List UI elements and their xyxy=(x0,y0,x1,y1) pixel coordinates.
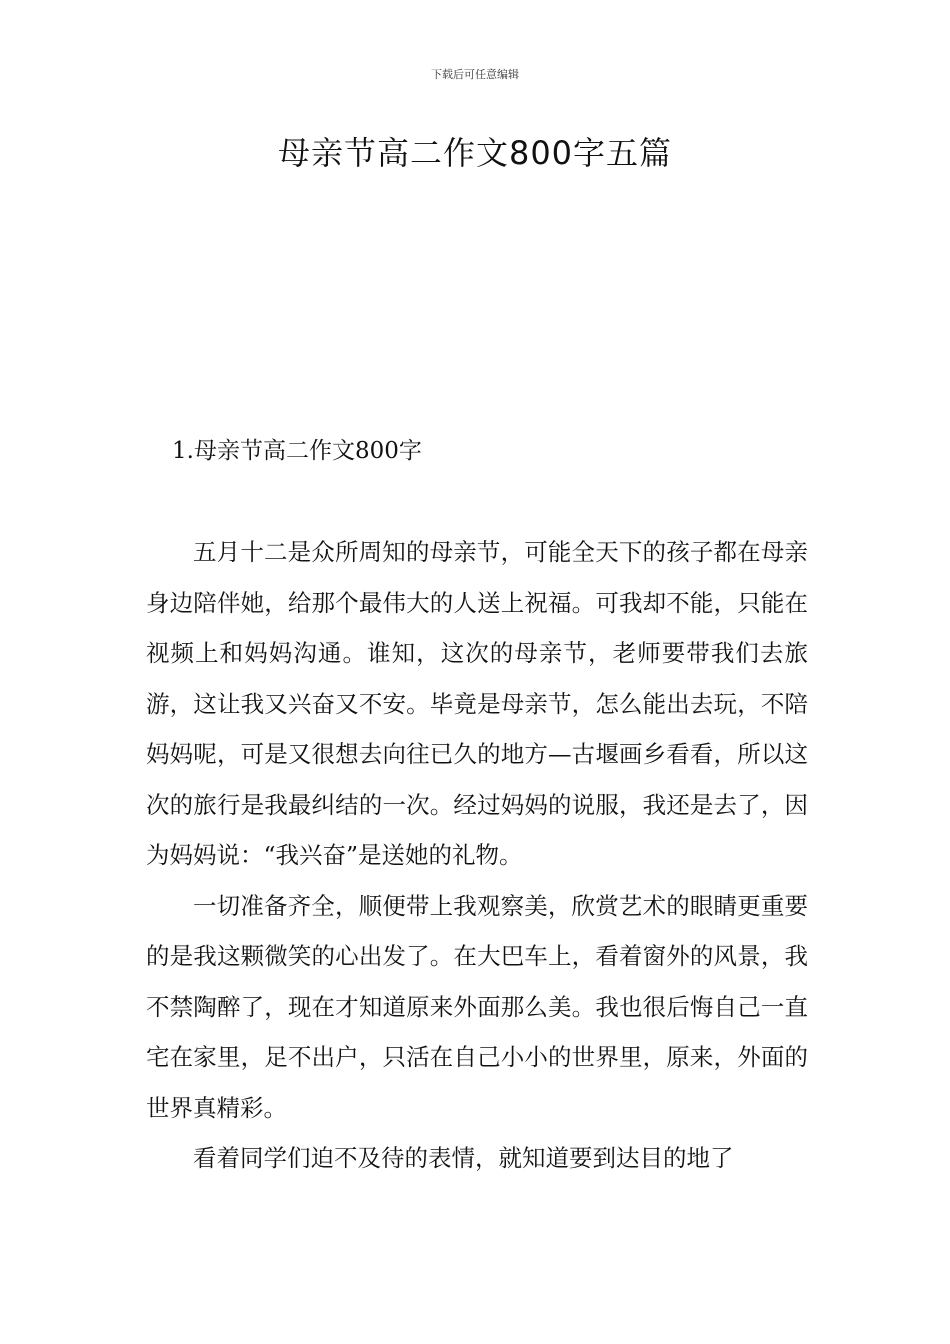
paragraph: 一切准备齐全，顺便带上我观察美，欣赏艺术的眼睛更重要的是我这颗微笑的心出发了。在大巴车上，看着窗外的风景，我不禁陶醉了，现在才知道原来外面那么美。我也很后悔自己一直宅在家里，足不出户，只活在自己小小的世界里，原来，外面的世界真精彩。 xyxy=(146,891,808,1122)
header-note: 下载后可任意编辑 xyxy=(431,68,519,81)
paragraph: 五月十二是众所周知的母亲节，可能全天下的孩子都在母亲身边陪伴她，给那个最伟大的人送上祝福。可我却不能，只能在视频上和妈妈沟通。谁知，这次的母亲节，老师要带我们去旅游，这让我又兴奋又不安。毕竟是母亲节，怎么能出去玩，不陪妈妈呢，可是又很想去向往已久的地方—古堰画乡看看，所以这次的旅行是我最纠结的一次。经过妈妈的说服，我还是去了，因为妈妈说：“我兴奋”是送她的礼物。 xyxy=(146,538,808,869)
paragraph: 看着同学们迫不及待的表情，就知道要到达目的地了 xyxy=(193,1144,734,1172)
essay-body xyxy=(146,527,808,1184)
section-heading: 1.母亲节高二作文800字 xyxy=(172,438,422,464)
page-title: 母亲节高二作文800字五篇 xyxy=(277,134,673,172)
